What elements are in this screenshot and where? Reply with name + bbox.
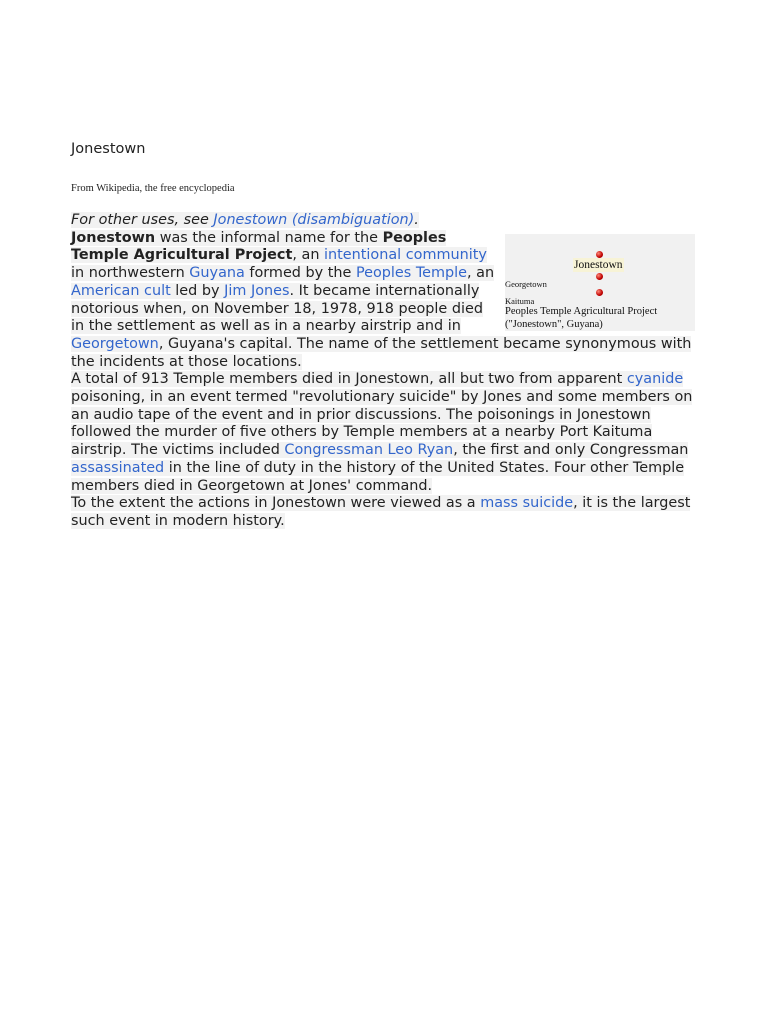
map-marker-icon (596, 289, 603, 296)
hatnote (71, 212, 695, 230)
link-intentional-community[interactable]: intentional community (324, 247, 487, 264)
map-marker-icon (596, 251, 603, 258)
text-span: , the first and only Congressman (453, 442, 689, 459)
page-title: Jonestown (71, 141, 146, 157)
text-span: , an (292, 247, 325, 264)
link-georgetown[interactable]: Georgetown (71, 335, 159, 352)
infobox-map (505, 234, 695, 331)
text-span: in the line of duty in the history of the United States. Four other Temple members died in Georgetown at Jones' command. (71, 459, 685, 494)
map-marker-icon (596, 273, 603, 280)
link-congressman-leo-ryan[interactable]: Congressman Leo Ryan (284, 442, 454, 459)
hatnote-prefix: For other uses, see (71, 212, 214, 228)
caption-line-2: ("Jonestown", Guyana) (505, 318, 603, 330)
link-mass-suicide[interactable]: mass suicide (480, 495, 574, 512)
text-span: led by (170, 282, 225, 299)
hatnote-suffix: . (414, 212, 419, 228)
link-peoples-temple[interactable]: Peoples Temple (355, 265, 468, 282)
infobox-caption (505, 305, 657, 331)
link-jonestown-disambiguation[interactable]: Jonestown (disambiguation) (213, 212, 415, 228)
link-american-cult[interactable]: American cult (71, 282, 171, 299)
text-span: , it is the largest such event in modern history. (71, 495, 691, 529)
link-jim-jones[interactable]: Jim Jones (224, 282, 290, 299)
text-span: A total of 913 Temple members died in Jonestown, all but two from apparent (71, 371, 627, 388)
site-subtitle: From Wikipedia, the free encyclopedia (71, 183, 235, 194)
map-label-kaituma: Kaituma (505, 295, 535, 306)
text-span: To the extent the actions in Jonestown were viewed as a (71, 495, 481, 512)
link-assassinated[interactable]: assassinated (71, 459, 165, 476)
link-guyana[interactable]: Guyana (189, 265, 245, 282)
text-span: poisoning, in an event termed "revolutionary suicide" by Jones and some members on an audio tape of the event and in prior discussions. The poisonings in Jonestown followed the murder of five others by Temple members at a nearby Port Kaituma airstrip. The victims included (71, 389, 693, 459)
paragraph-mass-suicide (71, 495, 695, 530)
caption-line-1: Peoples Temple Agricultural Project (505, 305, 658, 317)
text-span: , an (467, 265, 495, 282)
text-span: , Guyana's capital. The name of the settlement became synonymous with the incidents at those locations. (71, 335, 692, 370)
article-body (71, 212, 695, 531)
text-span: in northwestern (71, 265, 190, 282)
text-span: . It became internationally notorious when, on November 18, 1978, 918 people died in the settlement as well as in a nearby airstrip and in (71, 282, 483, 335)
bold-project-name: Peoples Temple Agricultural Project (71, 229, 447, 264)
paragraph-deaths (71, 371, 695, 495)
link-cyanide[interactable]: cyanide (626, 371, 684, 388)
map-label-georgetown: Georgetown (505, 278, 547, 289)
text-span: formed by the (244, 265, 356, 282)
bold-jonestown: Jonestown (71, 229, 156, 246)
map-label-jonestown: Jonestown (574, 258, 623, 271)
text-span: was the informal name for the (155, 229, 383, 246)
